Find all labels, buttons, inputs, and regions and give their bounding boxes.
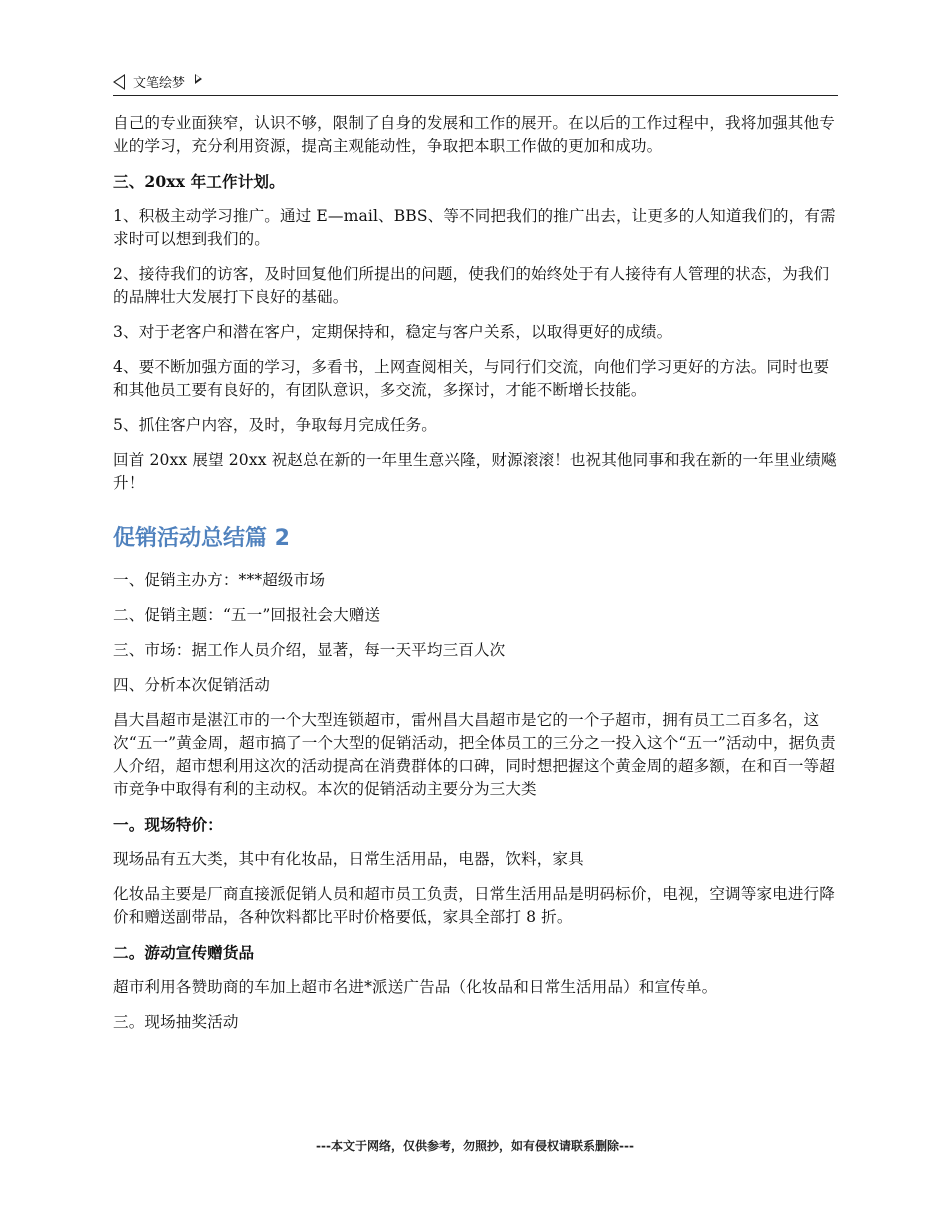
paragraph: 三、市场：据工作人员介绍，显著，每一天平均三百人次 xyxy=(113,641,506,659)
paragraph: 一、促销主办方：***超级市场 xyxy=(113,571,326,589)
paragraph: 超市利用各赞助商的车加上超市名进*派送广告品（化妆品和日常生活用品）和宣传单。 xyxy=(113,978,718,996)
paragraph: 5、抓住客户内容，及时，争取每月完成任务。 xyxy=(113,416,437,434)
paragraph: 4、要不断加强方面的学习，多看书，上网查阅相关，与同行们交流，向他们学习更好的方法。同时也要和其他员工要有良好的，有团队意识，多交流，多探讨，才能不断增长技能。 xyxy=(113,358,830,399)
paragraph: 自己的专业面狭窄，认识不够，限制了自身的发展和工作的展开。在以后的工作过程中，我将加强其他专业的学习，充分利用资源，提高主观能动性，争取把本职工作做的更加和成功。 xyxy=(113,114,835,155)
paragraph: 回首 20xx 展望 20xx 祝赵总在新的一年里生意兴隆，财源滚滚！也祝其他同事和我在新的一年里业绩飚升！ xyxy=(113,451,837,492)
paragraph: 现场品有五大类，其中有化妆品，日常生活用品，电器，饮料，家具 xyxy=(113,850,584,868)
triangle-left-icon xyxy=(113,74,125,90)
section-subheading: 二。游动宣传赠货品 xyxy=(113,943,255,962)
paragraph: 三。现场抽奖活动 xyxy=(113,1013,239,1031)
section-subheading: 三、20xx 年工作计划。 xyxy=(113,172,285,191)
paragraph: 二、促销主题：“五一”回报社会大赠送 xyxy=(113,606,381,624)
paragraph: 四、分析本次促销活动 xyxy=(113,676,270,694)
paragraph: 化妆品主要是厂商直接派促销人员和超市员工负责，日常生活用品是明码标价，电视，空调等家电进行降价和赠送副带品，各种饮料都比平时价格要低，家具全部打 8 折。 xyxy=(113,885,835,926)
section-subheading: 一。现场特价： xyxy=(113,815,223,834)
section-heading: 促销活动总结篇 2 xyxy=(113,526,290,551)
triangle-right-icon xyxy=(195,74,202,84)
paragraph: 昌大昌超市是湛江市的一个大型连锁超市，雷州昌大昌超市是它的一个子超市，拥有员工二百多名，这次“五一”黄金周，超市搞了一个大型的促销活动，把全体员工的三分之一投入这个“五一”活动中，据负责人介绍，超市想利用这次的活动提高在消费群体的口碑，同时想把握这个黄金周的超多额，在和百一等超市竞争中取得有利的主动权。本次的促销活动主要分为三大类 xyxy=(113,711,836,798)
paragraph: 2、接待我们的访客，及时回复他们所提出的问题，使我们的始终处于有人接待有人管理的状态，为我们的品牌壮大发展打下良好的基础。 xyxy=(113,265,830,306)
page-header xyxy=(113,70,838,96)
paragraph: 1、积极主动学习推广。通过 E—mail、BBS、等不同把我们的推广出去，让更多的人知道我们的，有需求时可以想到我们的。 xyxy=(113,207,836,248)
header-brand-text: 文笔绘梦 xyxy=(133,76,186,91)
document-body xyxy=(113,112,840,1046)
header-brand xyxy=(113,72,202,91)
paragraph: 3、对于老客户和潜在客户，定期保持和，稳定与客户关系，以取得更好的成绩。 xyxy=(113,323,673,341)
page-footer: ---本文于网络，仅供参考，勿照抄，如有侵权请联系删除--- xyxy=(316,1139,634,1153)
